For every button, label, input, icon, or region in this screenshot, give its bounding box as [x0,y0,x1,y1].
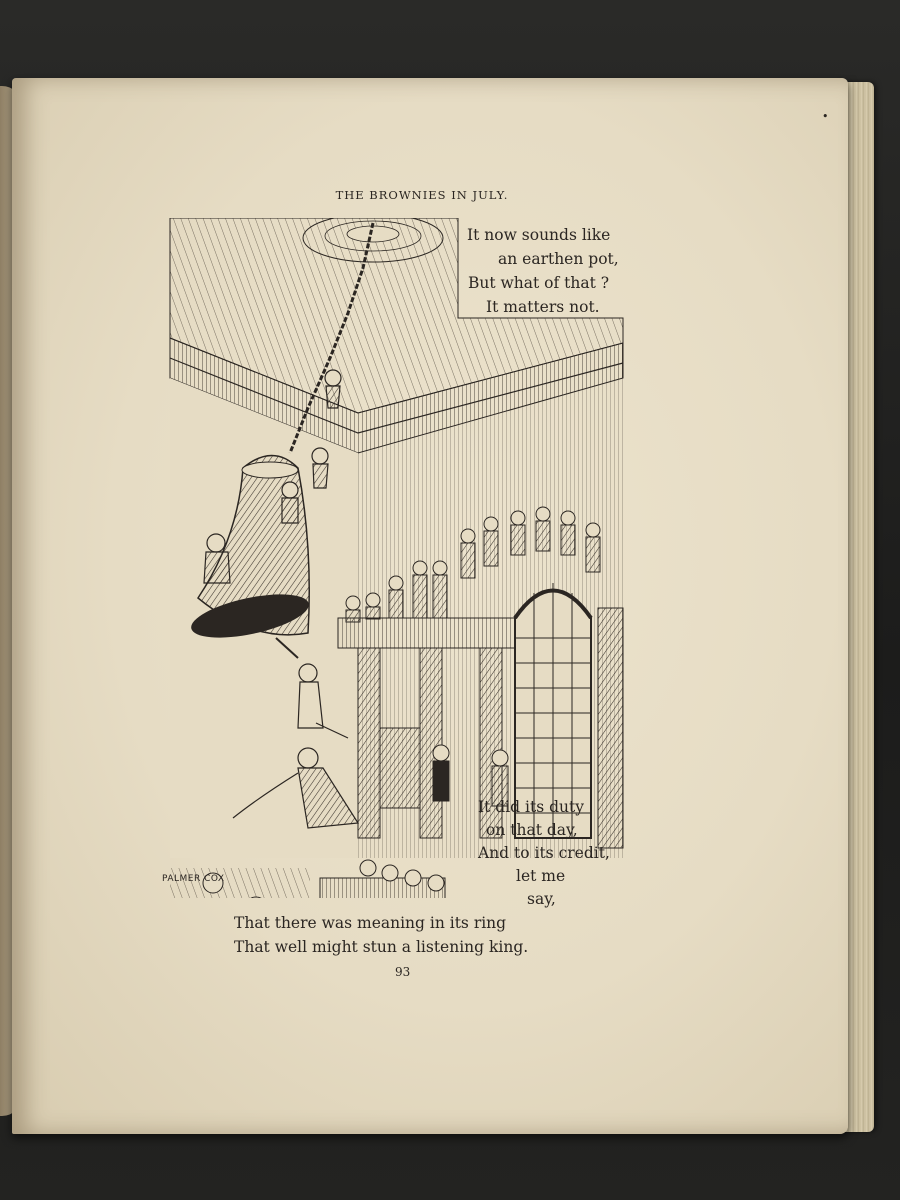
verse-line: It matters not. [486,298,600,316]
artist-signature: PALMER COX [162,874,225,884]
verse-line: But what of that ? [468,274,610,292]
book-page [12,78,848,1134]
running-head: THE BROWNIES IN JULY. [335,188,509,202]
verse-line: And to its credit, [478,844,610,862]
corner-mark: • [822,110,829,123]
verse-line: an earthen pot, [498,250,619,268]
verse-line: on that day, [486,821,578,839]
verse-line: let me [516,867,566,885]
verse-line: It did its duty [478,798,584,816]
verse-line: It now sounds like [467,226,611,244]
verse-line: say, [527,890,556,908]
verse-line: That there was meaning in its ring [234,914,507,932]
verse-line: That well might stun a listening king. [234,938,529,956]
page-number: 93 [395,965,411,979]
